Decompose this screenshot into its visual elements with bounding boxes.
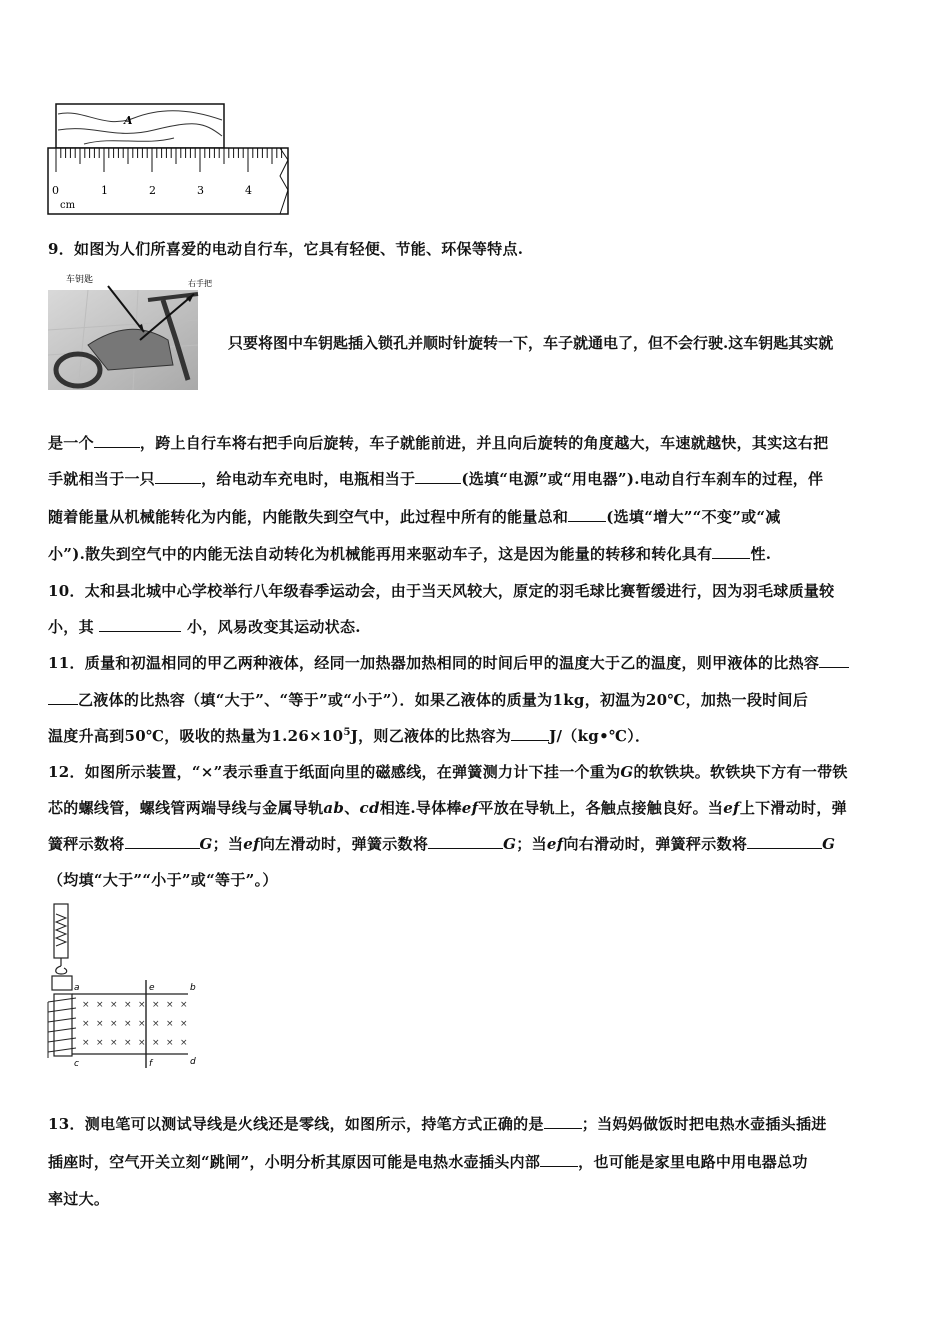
field-cross: × [82, 1000, 90, 1010]
answer-blank[interactable] [48, 690, 78, 705]
answer-blank[interactable] [415, 469, 461, 484]
q9-line6-text-b: 性. [750, 545, 772, 563]
q12-symbol-ef: ef [461, 799, 479, 817]
q9-line4-text-c: (选填“电源”或“用电器”).电动自行车刹车的过程，伴 [461, 470, 824, 488]
tick-label-2: 2 [149, 184, 156, 197]
q9-line5-text-a: 随着能量从机械能转化为内能，内能散失到空气中，此过程中所有的能量总和 [48, 508, 569, 526]
q12-line3-text-a: 簧秤示数将 [48, 835, 125, 853]
q10-line2 [48, 616, 361, 637]
label-b: b [190, 983, 196, 993]
q12-line2-text-c: 平放在导轨上，各触点接触良好。当 [478, 799, 724, 817]
q11-line3-text-c: J/（kg•℃）． [549, 727, 651, 745]
q9-line5-text-b: (选填“增大”“不变”或“减 [606, 508, 781, 526]
magnetic-field-crosses [82, 1000, 188, 1048]
q12-line4: （均填“大于”“小于”或“等于”。） [48, 871, 278, 889]
q13-line2-text-b: ，也可能是家里电路中用电器总功 [578, 1153, 808, 1171]
field-cross: × [124, 1019, 132, 1029]
q12-symbol-ef: ef [243, 835, 260, 853]
field-cross: × [110, 1019, 118, 1029]
q11-line1-text: 11．质量和初温相同的甲乙两种液体，经同一加热器加热相同的时间后甲的温度大于乙的温度，则甲液体的比热容 [48, 654, 820, 672]
q10-line1: 10．太和县北城中心学校举行八年级春季运动会，由于当天风较大，原定的羽毛球比赛暂缓进行，因为羽毛球质量较 [48, 582, 835, 600]
answer-blank[interactable] [94, 433, 140, 448]
q12-symbol-ef: ef [546, 835, 564, 853]
q10-line2-text-a: 小，其 [48, 618, 94, 636]
q9-line3 [48, 432, 828, 453]
field-cross: × [96, 1019, 104, 1029]
field-cross: × [82, 1019, 90, 1029]
q9-line2: 只要将图中车钥匙插入锁孔并顺时针旋转一下，车子就通电了，但不会行驶.这车钥匙其实就 [228, 334, 834, 352]
ruler-diagram [44, 100, 294, 218]
q9-line1: 9．如图为人们所喜爱的电动自行车，它具有轻便、节能、环保等特点. [48, 240, 524, 258]
q12-line2 [48, 797, 847, 818]
q13-line3: 率过大。 [48, 1190, 110, 1208]
q9-line4 [48, 468, 823, 489]
q13-line2-text-a: 插座时，空气开关立刻“跳闸”，小明分析其原因可能是电热水壶插头内部 [48, 1153, 541, 1171]
field-cross: × [82, 1038, 90, 1048]
q11-line3-text-b: J，则乙液体的比热容为 [350, 727, 512, 745]
field-cross: × [152, 1019, 160, 1029]
q12-symbol-ab: ab [323, 799, 345, 817]
q12-line3-text-e: 向右滑动时，弹簧秤示数将 [563, 835, 748, 853]
answer-blank[interactable] [428, 834, 503, 849]
answer-blank[interactable] [99, 617, 181, 632]
q12-line3-text-c: 向左滑动时，弹簧示数将 [259, 835, 429, 853]
block-label: A [124, 114, 133, 127]
field-cross: × [180, 1019, 188, 1029]
field-cross: × [138, 1019, 146, 1029]
label-a: a [74, 983, 80, 993]
field-cross: × [180, 1000, 188, 1010]
photo-label-handle: 右手把 [188, 279, 212, 288]
q12-line2-text-a: 芯的螺线管，螺线管两端导线与金属导轨 [48, 799, 324, 817]
q11-line2-text: 乙液体的比热容（填“大于”、“等于”或“小于”）．如果乙液体的质量为1kg，初温为20℃，加热一段时间后 [78, 691, 809, 709]
tick-label-1: 1 [101, 184, 108, 197]
q13-line1-text-b: ；当妈妈做饭时把电热水壶插头插进 [581, 1115, 827, 1133]
solenoid-figure [40, 900, 210, 1068]
q13-line1-text-a: 13．测电笔可以测试导线是火线还是零线，如图所示，持笔方式正确的是 [48, 1115, 544, 1133]
field-cross: × [152, 1000, 160, 1010]
field-cross: × [152, 1038, 160, 1048]
field-cross: × [138, 1038, 146, 1048]
q9-line3-text-a: 是一个 [48, 434, 94, 452]
q12-separator: 、 [344, 799, 360, 817]
q12-line1-text-a: 12．如图所示装置，“×”表示垂直于纸面向里的磁感线，在弹簧测力计下挂一个重为 [48, 763, 621, 781]
q12-line3-text-d: ；当 [516, 835, 547, 853]
q13-line1 [48, 1113, 827, 1134]
field-cross: × [96, 1038, 104, 1048]
field-cross: × [166, 1038, 174, 1048]
label-d: d [190, 1057, 196, 1067]
q12-line1 [48, 761, 848, 782]
q9-line3-text-b: ，跨上自行车将右把手向后旋转，车子就能前进，并且向后旋转的角度越大，车速就越快，其实这右把 [139, 434, 829, 452]
field-cross: × [124, 1000, 132, 1010]
answer-blank[interactable] [819, 653, 849, 668]
photo-label-key: 车钥匙 [66, 275, 94, 285]
label-c: c [74, 1059, 79, 1068]
q9-line6-text-a: 小”).散失到空气中的内能无法自动转化为机械能再用来驱动车子，这是因为能量的转移和转化具有 [48, 545, 713, 563]
tick-label-0: 0 [52, 184, 59, 197]
q12-symbol-ef: ef [723, 799, 740, 817]
q12-line1-text-b: 的软铁块。软铁块下方有一带铁 [633, 763, 848, 781]
field-cross: × [110, 1000, 118, 1010]
q10-line2-text-b: 小，风易改变其运动状态. [186, 618, 361, 636]
q11-line3 [48, 725, 650, 746]
q9-line5 [48, 506, 781, 527]
q9-line4-text-a: 手就相当于一只 [48, 470, 156, 488]
ebike-photo [48, 270, 226, 390]
q12-symbol-g: G [503, 835, 517, 853]
q12-symbol-g: G [822, 835, 836, 853]
answer-blank[interactable] [155, 469, 201, 484]
q12-symbol-g: G [199, 835, 213, 853]
answer-blank[interactable] [544, 1114, 582, 1129]
label-f: f [149, 1059, 153, 1068]
field-cross: × [180, 1038, 188, 1048]
q11-line1 [48, 652, 849, 673]
q13-line2 [48, 1151, 808, 1172]
q12-line3 [48, 833, 835, 854]
ruler-figure [44, 100, 294, 218]
q12-symbol-cd: cd [359, 799, 380, 817]
answer-blank[interactable] [747, 834, 822, 849]
answer-blank[interactable] [712, 544, 750, 559]
q11-line2 [48, 689, 808, 710]
tick-label-3: 3 [197, 184, 204, 197]
answer-blank[interactable] [568, 507, 606, 522]
q11-line3-text-a: 温度升高到50℃，吸收的热量为1.26×10 [48, 727, 344, 745]
tick-label-4: 4 [245, 184, 252, 197]
unit-label: cm [60, 200, 76, 211]
q12-line2-text-b: 相连.导体棒 [379, 799, 462, 817]
answer-blank[interactable] [511, 726, 549, 741]
field-cross: × [110, 1038, 118, 1048]
field-cross: × [166, 1000, 174, 1010]
q9-line6 [48, 543, 771, 564]
q9-line4-text-b: ，给电动车充电时，电瓶相当于 [201, 470, 416, 488]
field-cross: × [124, 1038, 132, 1048]
field-cross: × [96, 1000, 104, 1010]
answer-blank[interactable] [540, 1152, 578, 1167]
field-cross: × [138, 1000, 146, 1010]
field-cross: × [166, 1019, 174, 1029]
q12-symbol-g: G [620, 763, 634, 781]
label-e: e [149, 983, 155, 993]
q12-line3-text-b: ；当 [212, 835, 244, 853]
q12-line2-text-d: 上下滑动时，弹 [739, 799, 847, 817]
q11-exponent: 5 [343, 727, 351, 738]
answer-blank[interactable] [125, 834, 200, 849]
